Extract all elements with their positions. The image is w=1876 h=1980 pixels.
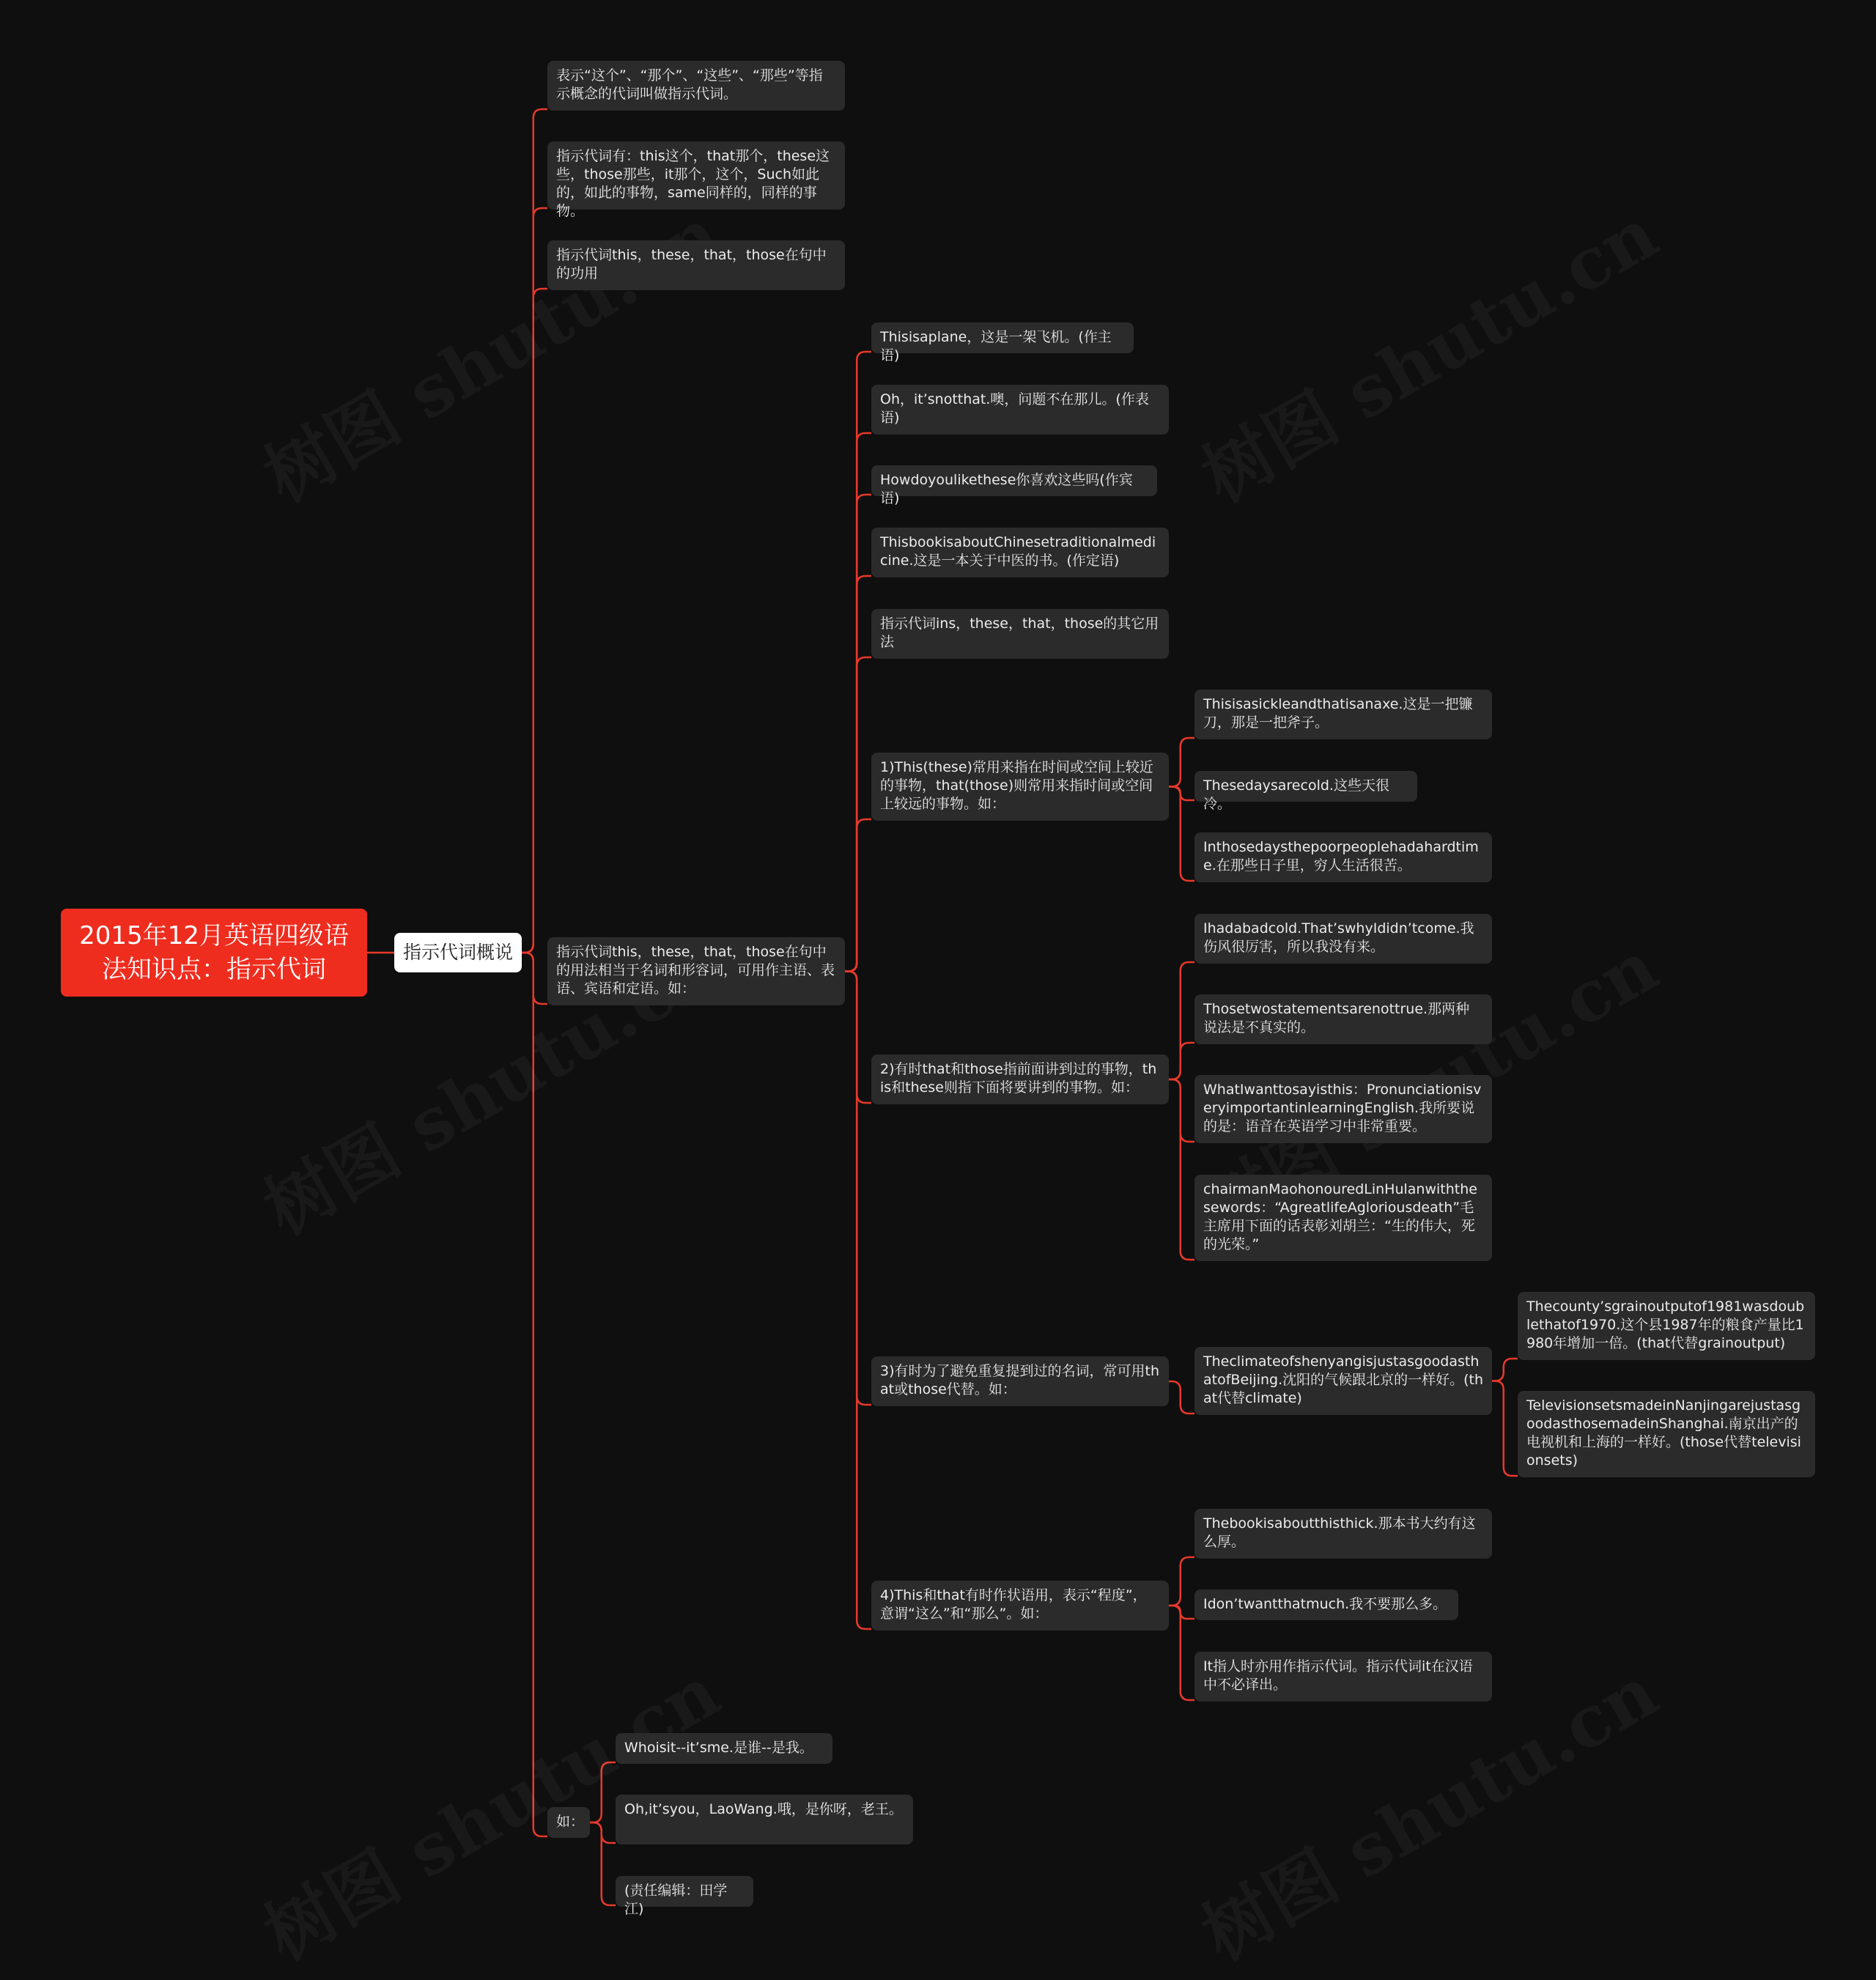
topic-definition[interactable]: 表示“这个”、“那个”、“这些”、“那些”等指示概念的代词叫做指示代词。: [547, 61, 845, 111]
topic-usage[interactable]: 指示代词this，these，that，those在句中的用法相当于名词和形容词，可用作主语、表语、宾语和定语。如：: [547, 937, 845, 1005]
connector-n4-n4_6: [845, 819, 871, 972]
connector-n4_9-n4_9_1: [1169, 1557, 1194, 1606]
connector-n4_6-n4_6_2: [1169, 787, 1194, 801]
topic-function[interactable]: 指示代词this，these，that，those在句中的功用: [547, 240, 845, 290]
example-bad-cold[interactable]: Ihadabadcold.That’swhyIdidn’tcome.我伤风很厉害，所以我没有来。: [1194, 914, 1492, 964]
example-object[interactable]: Howdoyoulikethese你喜欢这些吗(作宾语): [871, 465, 1157, 496]
connector-n4-n4_8: [845, 972, 871, 1405]
example-chairman-mao[interactable]: chairmanMaohonouredLinHulanwiththesewords：“AgreatlifeAgloriousdeath”毛主席用下面的话表彰刘胡兰：“生的伟大，死的光荣。”: [1194, 1175, 1492, 1261]
topic-demonstrative-overview[interactable]: 指示代词概说: [394, 933, 522, 972]
connector-n4-n4_9: [845, 972, 871, 1630]
topic-pronoun-list[interactable]: 指示代词有：this这个，that那个，these这些，those那些，it那个，这个，Such如此的，如此的事物，same同样的，同样的事物。: [547, 141, 845, 210]
connector-n4-n4_3: [845, 495, 871, 972]
connector-n4-n4_2: [845, 433, 871, 972]
example-televisions[interactable]: TelevisionsetsmadeinNanjingarejustasgoodasthosemadeinShanghai.南京出产的电视机和上海的一样好。(those代替televisionsets): [1518, 1391, 1815, 1477]
connector-n4_9-n4_9_2: [1169, 1606, 1194, 1619]
connector-n4-n4_1: [845, 352, 871, 972]
connector-n4_7-n4_7_1: [1169, 962, 1194, 1079]
example-subject[interactable]: Thisisaplane，这是一架飞机。(作主语): [871, 322, 1134, 353]
example-statements[interactable]: Thosetwostatementsarenottrue.那两种说法是不真实的。: [1194, 994, 1492, 1044]
usage-previous-following[interactable]: 2)有时that和those指前面讲到过的事物，this和these则指下面将要讲到的事物。如：: [871, 1054, 1169, 1104]
connector-n4_7-n4_7_3: [1169, 1079, 1194, 1142]
connector-n4_7-n4_7_2: [1169, 1043, 1194, 1079]
example-sickle-axe[interactable]: Thisisasickleandthatisanaxe.这是一把镰刀，那是一把斧子。: [1194, 690, 1492, 739]
example-book-thick[interactable]: Thebookisaboutthisthick.那本书大约有这么厚。: [1194, 1509, 1492, 1559]
example-pronunciation[interactable]: WhatIwanttosayisthis：PronunciationisveryimportantinlearningEnglish.我所要说的是：语音在英语学习中非常重要。: [1194, 1075, 1492, 1143]
topic-other-usages[interactable]: 指示代词ins，these，that，those的其它用法: [871, 609, 1169, 659]
connector-n5-n5_3: [590, 1822, 616, 1905]
connector-n4_9-n4_9_3: [1169, 1606, 1194, 1700]
usage-near-far[interactable]: 1)This(these)常用来指在时间或空间上较近的事物，that(those)则常用来指时间或空间上较远的事物。如：: [871, 753, 1169, 821]
example-attributive[interactable]: ThisbookisaboutChinesetraditionalmedicine.这是一本关于中医的书。(作定语): [871, 528, 1169, 577]
connector-l1-n3: [522, 289, 547, 953]
example-predicative[interactable]: Oh，it’snotthat.噢，问题不在那儿。(作表语): [871, 385, 1169, 435]
connector-n4_8_1-n4_8_1_2: [1492, 1381, 1518, 1477]
usage-avoid-repetition[interactable]: 3)有时为了避免重复提到过的名词，常可用that或those代替。如：: [871, 1356, 1169, 1406]
editor-credit[interactable]: (责任编辑：田学江): [616, 1876, 753, 1907]
topic-examples[interactable]: 如：: [547, 1807, 590, 1838]
connector-n5-n5_2: [590, 1822, 616, 1843]
connector-n4_8_1-n4_8_1_1: [1492, 1359, 1518, 1381]
example-cold-days[interactable]: Thesedaysarecold.这些天很冷。: [1194, 771, 1417, 802]
connector-n4_6-n4_6_3: [1169, 787, 1194, 882]
connector-n4-n4_4: [845, 576, 871, 972]
connector-n4-n4_7: [845, 972, 871, 1104]
connector-l1-n1: [522, 109, 547, 953]
example-it-person[interactable]: It指人时亦用作指示代词。指示代词it在汉语中不必译出。: [1194, 1652, 1492, 1702]
watermark: [1181, 180, 1672, 521]
watermark: [243, 180, 734, 521]
root-topic[interactable]: 2015年12月英语四级语法知识点：指示代词: [61, 909, 367, 997]
usage-adverbial[interactable]: 4)This和that有时作状语用，表示“程度”，意谓“这么”和“那么”。如：: [871, 1581, 1169, 1630]
example-climate[interactable]: TheclimateofshenyangisjustasgoodasthatofBeijing.沈阳的气候跟北京的一样好。(that代替climate): [1194, 1347, 1492, 1415]
connector-n4-n4_5: [845, 657, 871, 972]
example-grain-output[interactable]: Thecounty’sgrainoutputof1981wasdoublethatof1970.这个县1987年的粮食产量比1980年增加一倍。(that代替grainoutput): [1518, 1292, 1815, 1360]
example-that-much[interactable]: Idon’twantthatmuch.我不要那么多。: [1194, 1589, 1458, 1620]
example-those-days[interactable]: Inthosedaysthepoorpeoplehadahardtime.在那些日子里，穷人生活很苦。: [1194, 832, 1492, 882]
connector-n4_8-n4_8_1: [1169, 1381, 1194, 1414]
connector-n4_6-n4_6_1: [1169, 738, 1194, 787]
example-lao-wang[interactable]: Oh,it’syou，LaoWang.哦，是你呀，老王。: [616, 1795, 913, 1844]
example-who-is-it[interactable]: Whoisit--it’sme.是谁--是我。: [616, 1733, 832, 1764]
